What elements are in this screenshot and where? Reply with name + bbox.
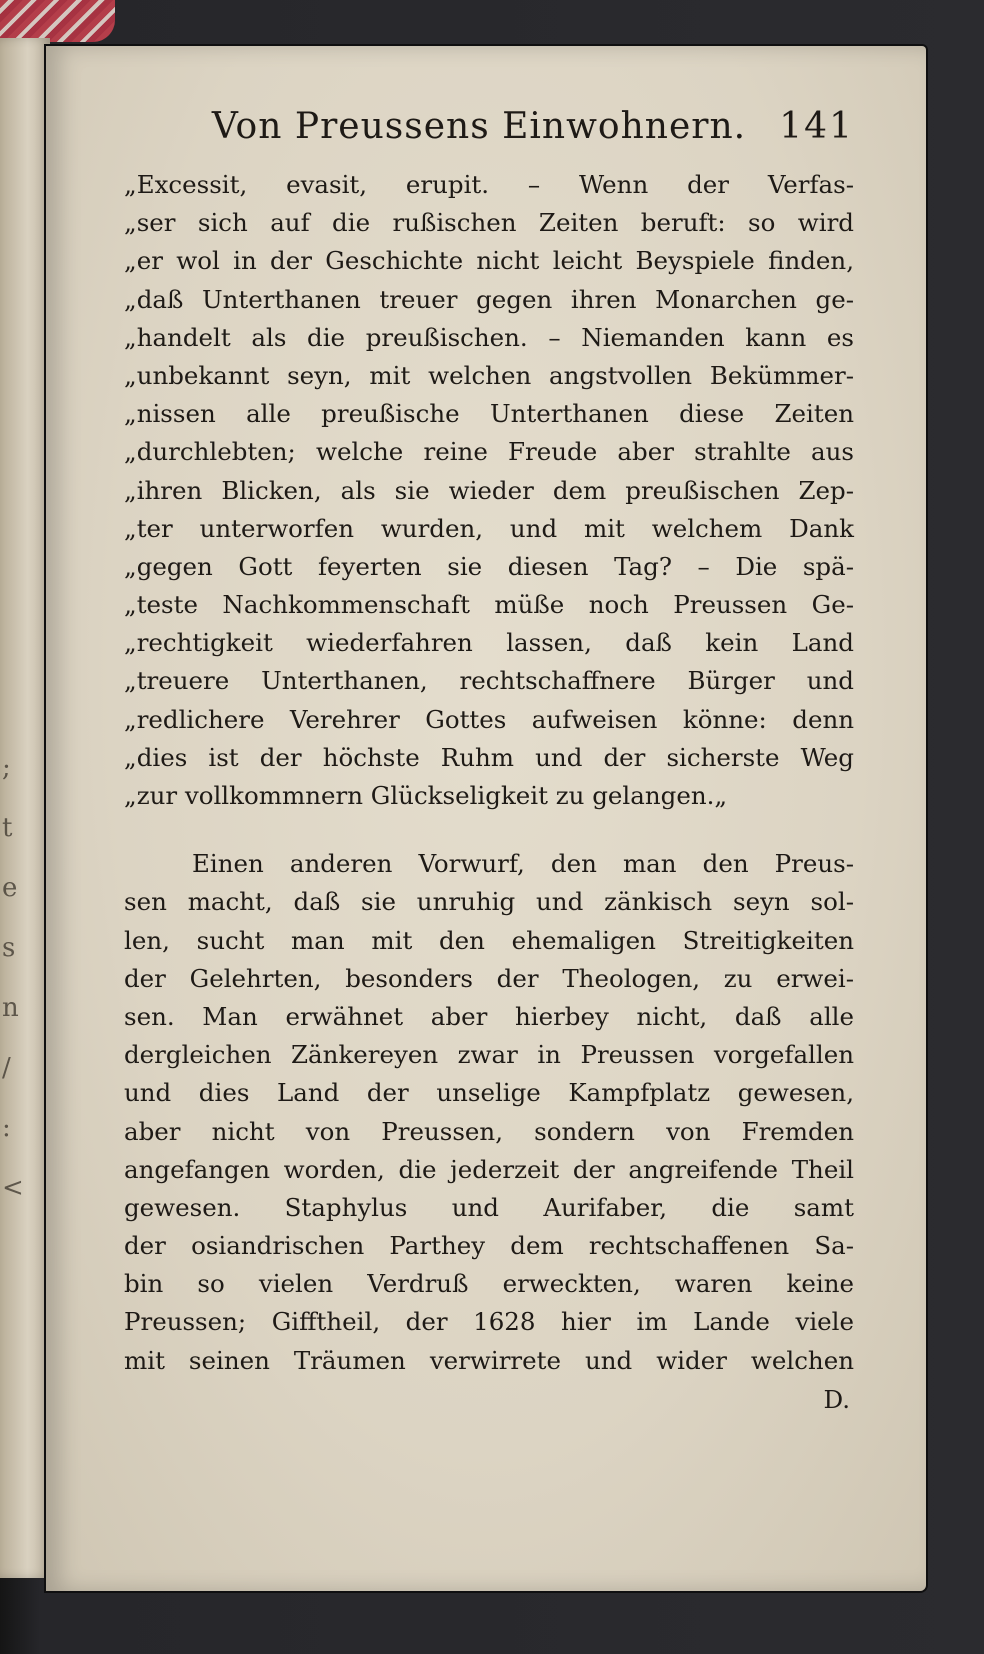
text-line: Einen anderen Vorwurf, den man den Preus- — [192, 849, 854, 879]
text-line: bin so vielen Verdruß erweckten, waren keine — [124, 1269, 854, 1299]
text-line: sen. Man erwähnet aber hierbey nicht, daß alle — [124, 1001, 854, 1031]
page-header — [124, 106, 854, 166]
text-line: „treuere Unterthanen, rechtschaffnere Bürger und — [124, 666, 854, 696]
text-line: len, sucht man mit den ehemaligen Streitigkeiten — [124, 925, 854, 955]
text-line: „dies ist der höchste Ruhm und der sicherste Weg — [124, 742, 854, 772]
paragraph-spacer — [124, 815, 854, 845]
text-line: aber nicht von Preussen, sondern von Fremden — [124, 1116, 854, 1146]
ribbon-bookmark — [0, 0, 115, 42]
text-line: mit seinen Träumen verwirrete und wider welchen — [124, 1345, 854, 1375]
text-line: sen macht, daß sie unruhig und zänkisch seyn sol- — [124, 887, 854, 917]
catchword: D. — [823, 1384, 850, 1414]
text-line: der Gelehrten, besonders der Theologen, zu erwei- — [124, 963, 854, 993]
text-line: „zur vollkommnern Glückseligkeit zu gelangen.„ — [124, 781, 728, 810]
text-line: Preussen; Gifftheil, der 1628 hier im Lande viele — [124, 1307, 854, 1337]
text-line: der osiandrischen Parthey dem rechtschaffenen Sa- — [124, 1231, 854, 1261]
text-line: „ser sich auf die rußischen Zeiten beruft: so wird — [124, 208, 854, 238]
text-line: und dies Land der unselige Kampfplatz gewesen, — [124, 1078, 854, 1108]
text-line: angefangen worden, die jederzeit der angreifende Theil — [124, 1154, 854, 1184]
text-line: „Excessit, evasit, erupit. – Wenn der Verfas- — [124, 170, 854, 199]
text-line: „unbekannt seyn, mit welchen angstvollen Bekümmer- — [124, 360, 854, 390]
text-line: dergleichen Zänkereyen zwar in Preussen vorgefallen — [124, 1040, 854, 1070]
text-line: „ter unterworfen wurden, und mit welchem Dank — [124, 513, 854, 543]
left-page-edge — [0, 38, 50, 1578]
paragraph-body — [124, 845, 854, 1380]
text-line: „handelt als die preußischen. – Niemanden kann es — [124, 322, 854, 352]
text-line: „rechtigkeit wiederfahren lassen, daß kein Land — [124, 628, 854, 658]
running-head: Von Preussens Einwohnern. — [211, 106, 747, 147]
paragraph-quote — [124, 166, 854, 815]
text-line: „teste Nachkommenschaft müße noch Preussen Ge- — [124, 590, 854, 620]
text-line: gewesen. Staphylus und Aurifaber, die samt — [124, 1192, 854, 1222]
book-page — [46, 46, 926, 1591]
text-line: „nissen alle preußische Unterthanen diese Zeiten — [124, 399, 854, 429]
text-line: „ihren Blicken, als sie wieder dem preußischen Zep- — [124, 475, 854, 505]
page-number: 141 — [779, 106, 854, 147]
text-line: „er wol in der Geschichte nicht leicht Beyspiele finden, — [124, 246, 854, 276]
page-text-block — [124, 106, 854, 1420]
text-line: „redlichere Verehrer Gottes aufweisen könne: denn — [124, 704, 854, 734]
text-line: „gegen Gott feyerten sie diesen Tag? – Die spä- — [124, 551, 854, 581]
text-line: „daß Unterthanen treuer gegen ihren Monarchen ge- — [124, 284, 854, 314]
text-line: „durchlebten; welche reine Freude aber strahlte aus — [124, 437, 854, 467]
left-page-edge-glyphs: ; t e s n / : < — [2, 753, 24, 1203]
